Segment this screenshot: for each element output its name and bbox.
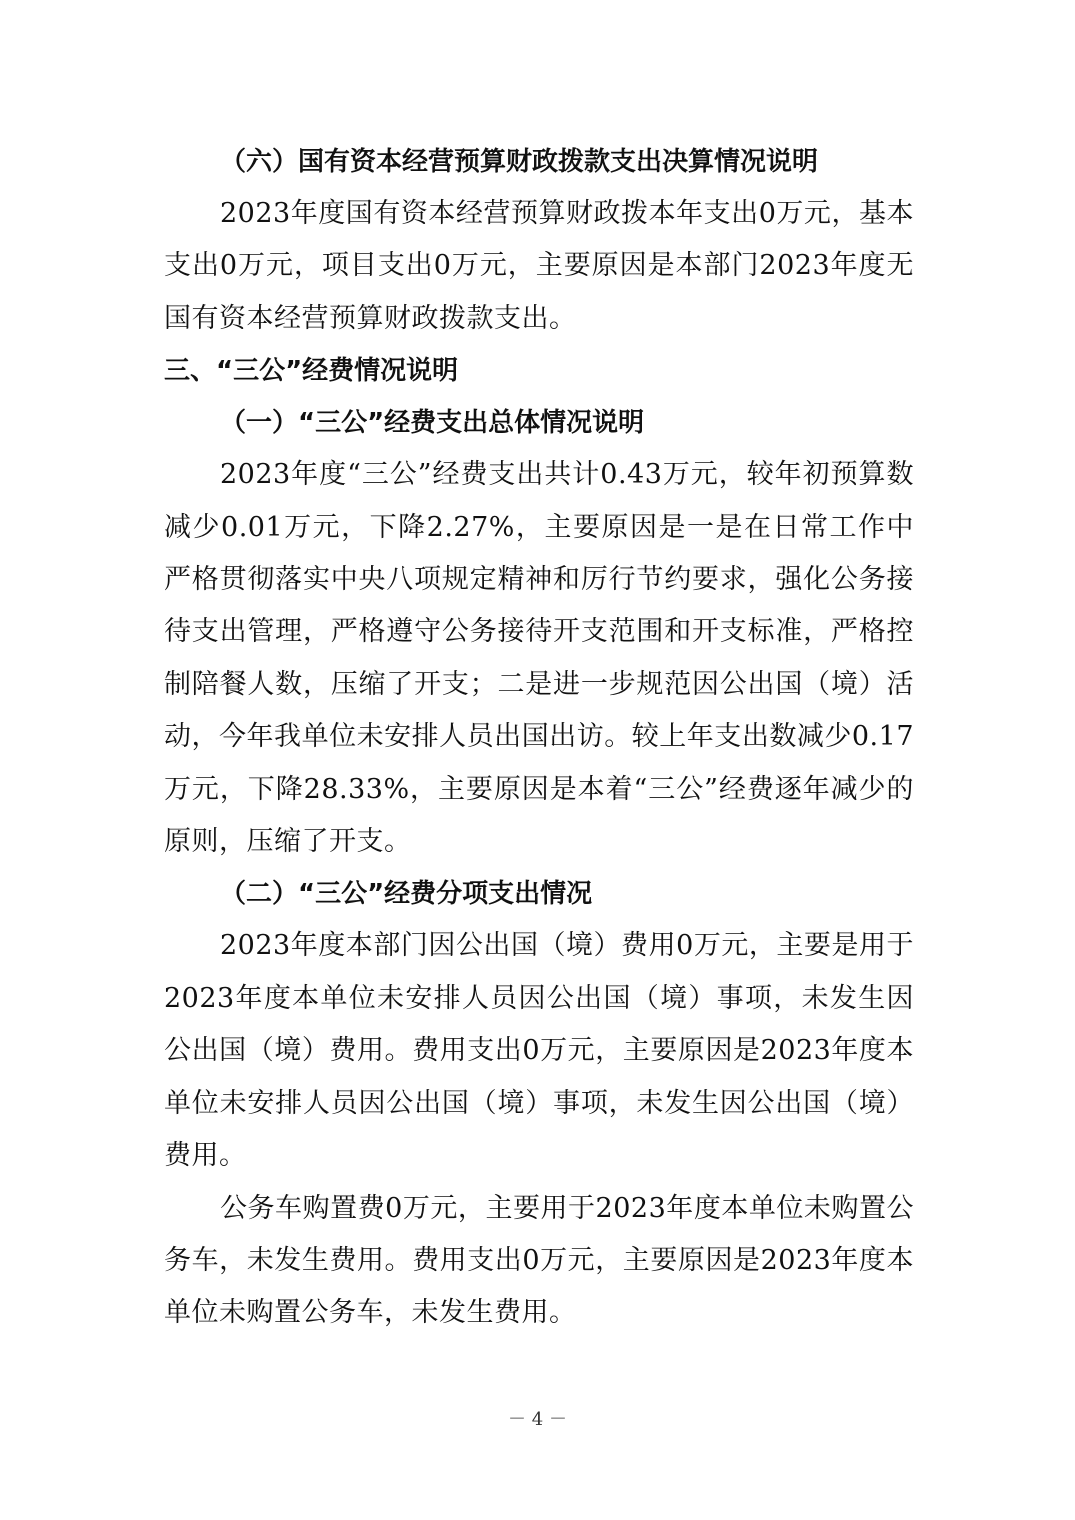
subsection-heading-3-1: （一）“三公”经费支出总体情况说明 bbox=[220, 408, 645, 439]
section-heading-6: （六）国有资本经营预算财政拨款支出决算情况说明 bbox=[220, 147, 819, 177]
section-heading-3: 三、“三公”经费情况说明 bbox=[164, 356, 459, 387]
paragraph-3-2-a: 2023年度本部门因公出国（境）费用0万元，主要是用于2023年度本单位未安排人员因公出国（境）事项，未发生因公出国（境）费用。费用支出0万元，主要原因是2023年度本单位未安排人员因公出国（境）事项，未发生因公出国（境）费用。 bbox=[164, 930, 914, 1172]
subsection-heading-3-2: （二）“三公”经费分项支出情况 bbox=[220, 879, 593, 910]
paragraph-6: 2023年度国有资本经营预算财政拨本年支出0万元，基本支出0万元，项目支出0万元，主要原因是本部门2023年度无国有资本经营预算财政拨款支出。 bbox=[164, 198, 914, 334]
paragraph-3-2-b: 公务车购置费0万元，主要用于2023年度本单位未购置公务车，未发生费用。费用支出0万元，主要原因是2023年度本单位未购置公务车，未发生费用。 bbox=[164, 1192, 914, 1329]
paragraph-3-1: 2023年度“三公”经费支出共计0.43万元，较年初预算数减少0.01万元，下降2.27%，主要原因是一是在日常工作中严格贯彻落实中央八项规定精神和厉行节约要求，强化公务接待支出管理，严格遵守公务接待开支范围和开支标准，严格控制陪餐人数，压缩了开支；二是进一步规范因公出国（境）活动，今年我单位未安排人员出国出访。较上年支出数减少0.17万元，下降28.33%，主要原因是本着“三公”经费逐年减少的原则，压缩了开支。 bbox=[164, 459, 914, 858]
document-body bbox=[164, 136, 914, 1340]
page-number: － 4 － bbox=[508, 1409, 567, 1430]
